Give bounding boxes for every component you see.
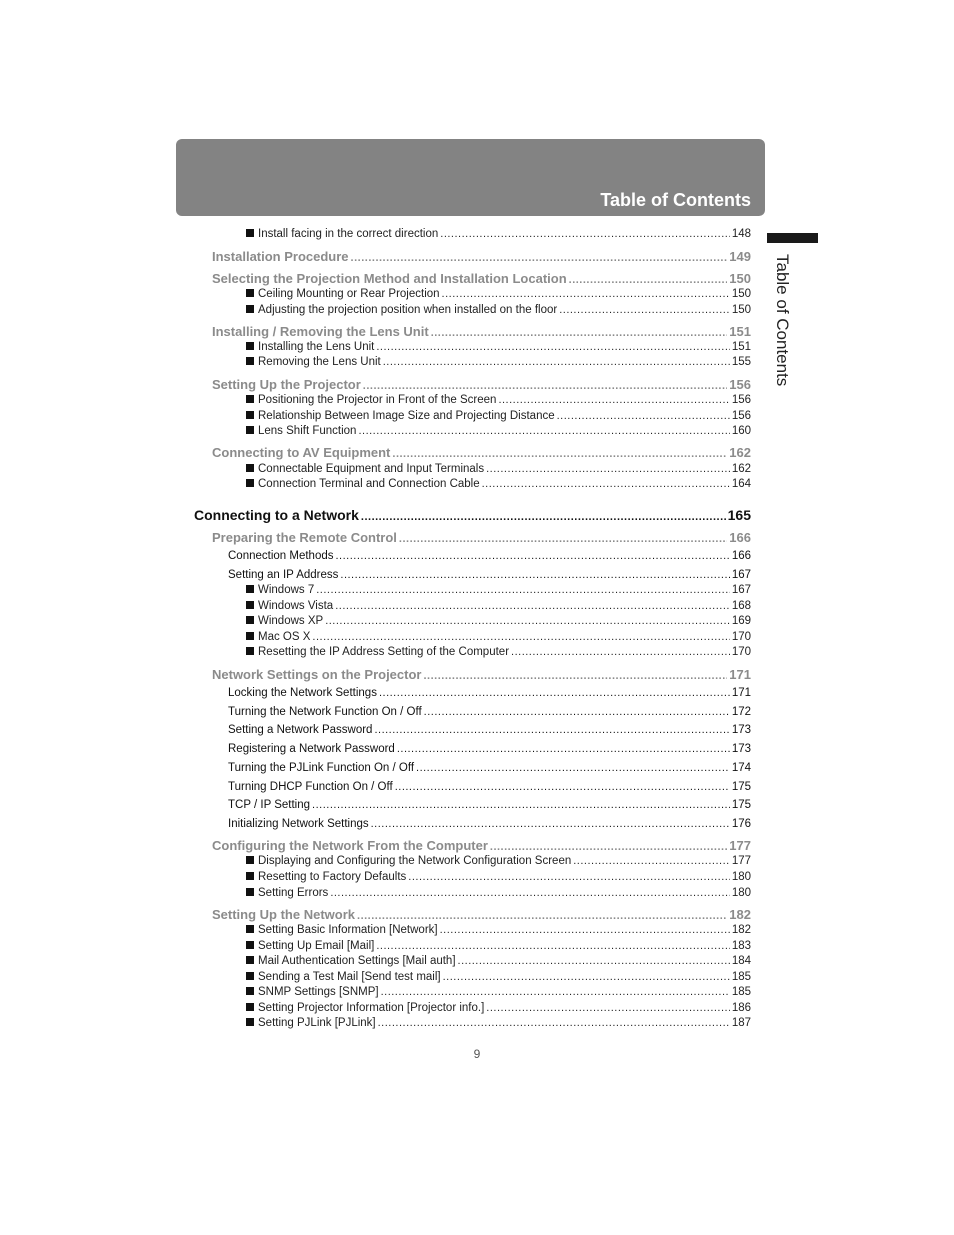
toc-entry-title (246, 615, 323, 627)
square-bullet-icon (246, 856, 254, 864)
toc-entry-page: 166 (731, 550, 751, 562)
toc-entry-text: Network Settings on the Projector (212, 667, 422, 682)
dot-leader (573, 855, 730, 867)
toc-entry-level-3[interactable] (228, 724, 751, 736)
dot-leader (424, 706, 730, 718)
toc-entry-page: 186 (731, 1002, 751, 1014)
toc-entry-title (246, 288, 440, 300)
dot-leader (381, 986, 730, 998)
toc-entry-text: Turning the PJLink Function On / Off (228, 762, 415, 774)
toc-entry-text: Registering a Network Password (228, 743, 395, 755)
toc-entry-text: Turning the Network Function On / Off (228, 706, 422, 718)
toc-entry-text: Sending a Test Mail [Send test mail] (258, 971, 441, 983)
toc-entry-text: Connection Methods (228, 550, 334, 562)
square-bullet-icon (246, 941, 254, 949)
toc-entry-text: Positioning the Projector in Front of the Screen (258, 394, 497, 406)
dot-leader (357, 910, 727, 922)
toc-entry-title (246, 871, 406, 883)
toc-entry-title (212, 667, 421, 682)
toc-entry-page: 170 (731, 631, 751, 643)
toc-entry-title (212, 445, 390, 460)
square-bullet-icon (246, 289, 254, 297)
toc-entry-text: Mail Authentication Settings [Mail auth] (258, 955, 456, 967)
toc-entry-page: 148 (731, 228, 751, 240)
toc-entry-level-4[interactable] (246, 887, 751, 899)
toc-entry-page: 156 (729, 377, 751, 392)
dot-leader (423, 670, 727, 682)
toc-entry-title (212, 271, 567, 286)
toc-entry-level-4[interactable] (246, 394, 751, 406)
toc-entry-page: 176 (731, 818, 751, 830)
toc-entry-text: Resetting the IP Address Setting of the Computer (258, 646, 510, 658)
toc-entry-title (228, 569, 338, 581)
square-bullet-icon (246, 426, 254, 434)
toc-entry-page: 160 (731, 425, 751, 437)
dot-leader (335, 550, 729, 562)
toc-entry-title (246, 646, 509, 658)
toc-entry-page: 169 (731, 615, 751, 627)
square-bullet-icon (246, 464, 254, 472)
toc-entry-page: 182 (729, 907, 751, 922)
toc-entry-title (246, 971, 441, 983)
toc-entry-level-4[interactable] (246, 584, 751, 596)
toc-entry-title (246, 986, 379, 998)
toc-entry-level-3[interactable] (228, 799, 751, 811)
toc-entry-title (246, 887, 328, 899)
dot-leader (351, 252, 728, 264)
dot-leader (443, 971, 730, 983)
toc-entry-level-4[interactable] (246, 986, 751, 998)
toc-entry-text: Relationship Between Image Size and Projecting Distance (258, 410, 555, 422)
toc-entry-page: 177 (731, 855, 751, 867)
toc-entry-title (212, 838, 488, 853)
toc-entry-level-4[interactable] (246, 304, 751, 316)
dot-leader (431, 327, 728, 339)
dot-leader (486, 1002, 730, 1014)
side-tab-marker (767, 233, 818, 243)
dot-leader (569, 274, 728, 286)
toc-entry-text: Connectable Equipment and Input Terminals (258, 463, 485, 475)
toc-entry-title (228, 550, 333, 562)
toc-entry-level-4[interactable] (246, 855, 751, 867)
dot-leader (312, 631, 729, 643)
square-bullet-icon (246, 925, 254, 933)
toc-entry-text: Setting PJLink [PJLink] (258, 1017, 376, 1029)
toc-entry-page: 175 (731, 781, 751, 793)
toc-entry-title (246, 228, 438, 240)
toc-entry-level-4[interactable] (246, 940, 751, 952)
toc-entry-text: Resetting to Factory Defaults (258, 871, 407, 883)
toc-entry-text: Setting Basic Information [Network] (258, 924, 438, 936)
toc-entry-level-1[interactable] (194, 507, 751, 523)
toc-entry-title (212, 907, 355, 922)
toc-entry-page: 155 (731, 356, 751, 368)
toc-entry-text: Setting Up the Network (212, 907, 356, 922)
square-bullet-icon (246, 956, 254, 964)
dot-leader (458, 955, 730, 967)
dot-leader (383, 356, 730, 368)
dot-leader (376, 341, 729, 353)
toc-entry-title (212, 324, 429, 339)
toc-entry-text: Turning DHCP Function On / Off (228, 781, 393, 793)
square-bullet-icon (246, 632, 254, 640)
toc-entry-text: Windows 7 (258, 584, 315, 596)
toc-entry-text: TCP / IP Setting (228, 799, 311, 811)
dot-leader (363, 380, 728, 392)
toc-entry-text: Setting Up the Projector (212, 377, 361, 392)
toc-entry-page: 162 (729, 445, 751, 460)
square-bullet-icon (246, 585, 254, 593)
toc-entry-title (228, 743, 395, 755)
square-bullet-icon (246, 888, 254, 896)
toc-entry-page: 150 (731, 304, 751, 316)
toc-entry-text: Locking the Network Settings (228, 687, 377, 699)
toc-entry-page: 171 (731, 687, 751, 699)
toc-entry-page: 168 (731, 600, 751, 612)
toc-entry-title (246, 425, 356, 437)
dot-leader (490, 841, 727, 853)
toc-entry-text: Windows XP (258, 615, 324, 627)
square-bullet-icon (246, 601, 254, 609)
toc-entry-page: 149 (729, 249, 751, 264)
dot-leader (335, 600, 730, 612)
toc-entry-level-2[interactable] (212, 838, 751, 853)
dot-leader (325, 615, 730, 627)
toc-entry-text: Ceiling Mounting or Rear Projection (258, 288, 440, 300)
toc-entry-page: 162 (731, 463, 751, 475)
toc-entry-level-4[interactable] (246, 478, 751, 490)
toc-entry-page: 167 (731, 569, 751, 581)
dot-leader (557, 410, 730, 422)
toc-entry-page: 183 (731, 940, 751, 952)
toc-entry-text: Connecting to AV Equipment (212, 445, 391, 460)
toc-entry-level-3[interactable] (228, 706, 751, 718)
square-bullet-icon (246, 647, 254, 655)
toc-entry-level-2[interactable] (212, 530, 751, 545)
square-bullet-icon (246, 395, 254, 403)
toc-entry-title (246, 463, 484, 475)
toc-entry-page: 150 (729, 271, 751, 286)
toc-entry-text: Windows Vista (258, 600, 334, 612)
square-bullet-icon (246, 479, 254, 487)
toc-entry-level-4[interactable] (246, 615, 751, 627)
toc-entry-level-2[interactable] (212, 249, 751, 264)
dot-leader (482, 478, 730, 490)
toc-entry-page: 156 (731, 410, 751, 422)
toc-entry-text: Connecting to a Network (194, 507, 359, 523)
dot-leader (486, 463, 730, 475)
toc-entry-title (246, 1017, 376, 1029)
dot-leader (440, 924, 730, 936)
dot-leader (379, 687, 730, 699)
toc-entry-level-3[interactable] (228, 781, 751, 793)
dot-leader (358, 425, 729, 437)
toc-entry-text: Removing the Lens Unit (258, 356, 381, 368)
toc-entry-text: Setting a Network Password (228, 724, 373, 736)
toc-entry-page: 180 (731, 871, 751, 883)
toc-entry-text: Installation Procedure (212, 249, 349, 264)
toc-entry-level-4[interactable] (246, 971, 751, 983)
toc-entry-title (246, 631, 310, 643)
toc-entry-page: 180 (731, 887, 751, 899)
toc-entry-level-3[interactable] (228, 818, 751, 830)
toc-entry-level-2[interactable] (212, 667, 751, 682)
square-bullet-icon (246, 305, 254, 313)
toc-entry-title (246, 1002, 484, 1014)
side-tab-label: Table of Contents (773, 254, 792, 387)
square-bullet-icon (246, 229, 254, 237)
toc-entry-page: 165 (727, 507, 751, 523)
toc-entry-page: 174 (731, 762, 751, 774)
toc-entry-level-2[interactable] (212, 445, 751, 460)
toc-entry-level-3[interactable] (228, 743, 751, 755)
toc-entry-level-4[interactable] (246, 600, 751, 612)
toc-entry-page: 170 (731, 646, 751, 658)
square-bullet-icon (246, 357, 254, 365)
toc-entry-page: 156 (731, 394, 751, 406)
square-bullet-icon (246, 872, 254, 880)
toc-entry-text: Setting an IP Address (228, 569, 339, 581)
toc-entry-text: Setting Up Email [Mail] (258, 940, 375, 952)
toc-entry-level-4[interactable] (246, 463, 751, 475)
toc-entry-page: 172 (731, 706, 751, 718)
toc-entry-text: Installing / Removing the Lens Unit (212, 324, 429, 339)
dot-leader (378, 1017, 730, 1029)
dot-leader (442, 288, 730, 300)
toc-entry-page: 164 (731, 478, 751, 490)
dot-leader (440, 228, 730, 240)
toc-entry-text: Adjusting the projection position when installed on the floor (258, 304, 558, 316)
toc-entry-level-4[interactable] (246, 1002, 751, 1014)
toc-entry-text: Selecting the Projection Method and Installation Location (212, 271, 567, 286)
toc-entry-page: 151 (729, 324, 751, 339)
toc-entry-title (246, 955, 456, 967)
toc-entry-text: Initializing Network Settings (228, 818, 369, 830)
toc-entry-level-4[interactable] (246, 410, 751, 422)
toc-entry-page: 182 (731, 924, 751, 936)
toc-entry-level-4[interactable] (246, 1017, 751, 1029)
square-bullet-icon (246, 342, 254, 350)
toc-entry-level-4[interactable] (246, 631, 751, 643)
dot-leader (559, 304, 730, 316)
toc-entry-title (228, 818, 369, 830)
toc-entry-level-4[interactable] (246, 871, 751, 883)
toc-entry-title (246, 924, 438, 936)
dot-leader (361, 511, 726, 523)
toc-entry-title (228, 762, 414, 774)
toc-entry-level-4[interactable] (246, 924, 751, 936)
toc-entry-level-4[interactable] (246, 646, 751, 658)
toc-entry-page: 150 (731, 288, 751, 300)
toc-entry-title (228, 724, 372, 736)
toc-entry-page: 151 (731, 341, 751, 353)
dot-leader (312, 799, 730, 811)
square-bullet-icon (246, 1003, 254, 1011)
header-band (176, 139, 765, 216)
toc-entry-title (246, 341, 374, 353)
toc-entry-level-3[interactable] (228, 569, 751, 581)
toc-entry-text: Mac OS X (258, 631, 311, 643)
toc-entry-title (246, 410, 555, 422)
toc-entry-page: 173 (731, 724, 751, 736)
toc-entry-page: 173 (731, 743, 751, 755)
toc-entry-text: Displaying and Configuring the Network Configuration Screen (258, 855, 572, 867)
toc-entry-title (246, 855, 571, 867)
toc-entry-level-3[interactable] (228, 687, 751, 699)
toc-entry-title (246, 394, 496, 406)
dot-leader (376, 940, 729, 952)
toc-entry-page: 167 (731, 584, 751, 596)
toc-entry-title (228, 799, 310, 811)
toc-entry-title (228, 781, 393, 793)
dot-leader (392, 448, 727, 460)
dot-leader (511, 646, 730, 658)
toc-entry-text: Setting Projector Information [Projector info.] (258, 1002, 485, 1014)
dot-leader (416, 762, 730, 774)
toc-entry-title (246, 600, 333, 612)
toc-entry-level-3[interactable] (228, 550, 751, 562)
toc-entry-page: 187 (731, 1017, 751, 1029)
toc-entry-title (246, 940, 374, 952)
toc-entry-title (212, 530, 397, 545)
toc-entry-title (194, 507, 359, 523)
toc-entry-text: SNMP Settings [SNMP] (258, 986, 379, 998)
dot-leader (371, 818, 730, 830)
toc-entry-title (246, 478, 480, 490)
dot-leader (408, 871, 730, 883)
toc-entry-page: 175 (731, 799, 751, 811)
toc-entry-level-4[interactable] (246, 356, 751, 368)
toc-entry-page: 166 (729, 530, 751, 545)
toc-entry-text: Preparing the Remote Control (212, 530, 397, 545)
toc-entry-page: 171 (729, 667, 751, 682)
square-bullet-icon (246, 972, 254, 980)
toc-entry-level-2[interactable] (212, 377, 751, 392)
dot-leader (340, 569, 729, 581)
toc-entry-text: Installing the Lens Unit (258, 341, 375, 353)
toc-entry-title (246, 584, 314, 596)
square-bullet-icon (246, 987, 254, 995)
toc-entry-level-4[interactable] (246, 955, 751, 967)
toc-entry-level-4[interactable] (246, 341, 751, 353)
toc-entry-level-4[interactable] (246, 228, 751, 240)
toc-entry-level-2[interactable] (212, 907, 751, 922)
toc-entry-title (212, 249, 349, 264)
page-title: Table of Contents (600, 190, 751, 210)
toc-entry-title (228, 706, 422, 718)
dot-leader (330, 887, 730, 899)
toc-entry-level-4[interactable] (246, 288, 751, 300)
toc-entry-level-2[interactable] (212, 324, 751, 339)
toc-entry-title (212, 377, 361, 392)
dot-leader (399, 533, 727, 545)
dot-leader (498, 394, 729, 406)
toc-entry-level-2[interactable] (212, 271, 751, 286)
toc-entry-title (246, 356, 381, 368)
dot-leader (395, 781, 730, 793)
toc-entry-text: Setting Errors (258, 887, 329, 899)
square-bullet-icon (246, 1018, 254, 1026)
dot-leader (316, 584, 730, 596)
dot-leader (374, 724, 729, 736)
toc-entry-text: Lens Shift Function (258, 425, 357, 437)
dot-leader (397, 743, 730, 755)
toc-entry-title (246, 304, 557, 316)
toc-entry-text: Connection Terminal and Connection Cable (258, 478, 480, 490)
square-bullet-icon (246, 616, 254, 624)
toc-entry-text: Install facing in the correct direction (258, 228, 439, 240)
toc-entry-page: 185 (731, 986, 751, 998)
toc-entry-page: 184 (731, 955, 751, 967)
square-bullet-icon (246, 411, 254, 419)
toc-entry-page: 177 (729, 838, 751, 853)
toc-entry-level-3[interactable] (228, 762, 751, 774)
toc-entry-level-4[interactable] (246, 425, 751, 437)
toc-entry-title (228, 687, 377, 699)
toc-entry-page: 185 (731, 971, 751, 983)
toc-entry-text: Configuring the Network From the Computer (212, 838, 488, 853)
page-number: 9 (473, 1047, 481, 1061)
